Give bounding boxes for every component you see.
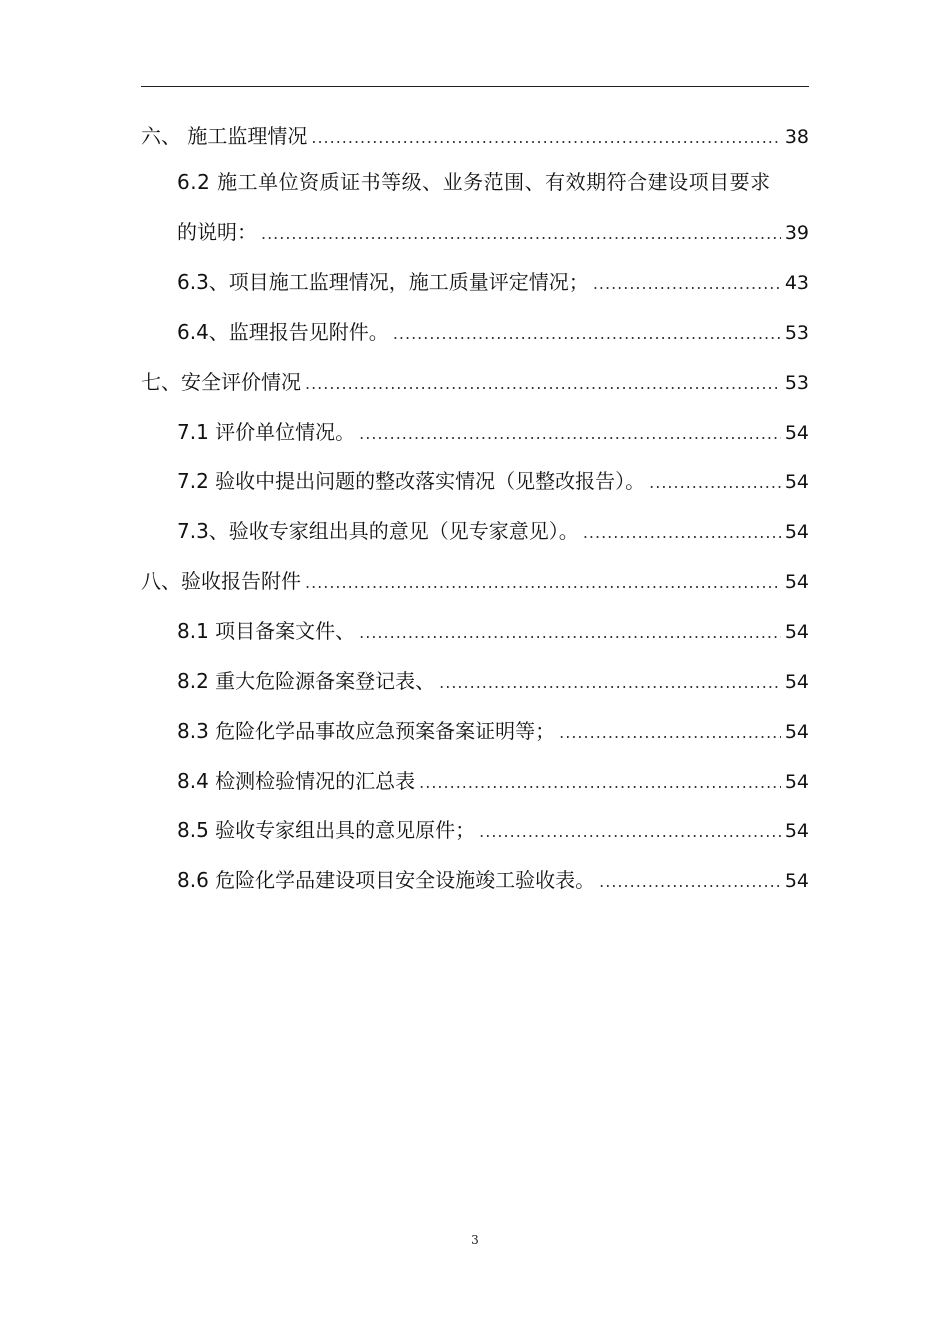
header-rule [141, 86, 809, 87]
toc-entry-label: 7.1 评价单位情况。 [177, 420, 356, 444]
toc-entry-section-6[interactable] [141, 122, 809, 152]
toc-entry-label: 8.4 检测检验情况的汇总表 [177, 769, 416, 793]
toc-entry-section-6-2-line1[interactable]: 6.2 施工单位资质证书等级、业务范围、有效期符合建设项目要求 [177, 170, 771, 194]
toc-entry-page: 53 [784, 372, 809, 394]
toc-entry-section-7-2[interactable] [177, 467, 809, 497]
toc-entry-section-8-1[interactable] [177, 617, 809, 647]
dot-leader [359, 619, 781, 647]
toc-entry-label: 八、验收报告附件 [141, 569, 301, 593]
dot-leader [649, 469, 781, 497]
toc-entry-section-8-6[interactable] [177, 866, 809, 896]
toc-entry-label: 6.3、项目施工监理情况，施工质量评定情况； [177, 270, 589, 294]
toc-entry-page: 54 [784, 471, 809, 493]
dot-leader [305, 370, 781, 398]
toc-entry-page: 54 [784, 721, 809, 743]
dot-leader [311, 124, 780, 152]
toc-entry-label: 六、 施工监理情况 [141, 124, 308, 148]
dot-leader [305, 569, 781, 597]
dot-leader [559, 719, 781, 747]
toc-entry-label: 6.4、监理报告见附件。 [177, 320, 389, 344]
dot-leader [393, 320, 781, 348]
toc-entry-section-8-3[interactable] [177, 717, 809, 747]
toc-entry-page: 43 [784, 272, 809, 294]
toc-entry-label: 7.3、验收专家组出具的意见（见专家意见）。 [177, 519, 579, 543]
dot-leader [583, 519, 781, 547]
toc-entry-section-7[interactable] [141, 368, 809, 398]
toc-entry-page: 54 [784, 521, 809, 543]
toc-entry-section-7-1[interactable] [177, 418, 809, 448]
toc-entry-section-8-2[interactable] [177, 667, 809, 697]
toc-entry-page: 54 [784, 621, 809, 643]
toc-entry-page: 54 [784, 571, 809, 593]
dot-leader [261, 220, 781, 248]
toc-entry-page: 54 [784, 422, 809, 444]
toc-entry-section-6-3[interactable] [177, 268, 809, 298]
dot-leader [479, 818, 781, 846]
toc-entry-label: 8.1 项目备案文件、 [177, 619, 356, 643]
toc-entry-section-8-5[interactable] [177, 816, 809, 846]
toc-entry-section-6-2[interactable] [177, 218, 809, 248]
toc-entry-page: 39 [784, 222, 809, 244]
toc-entry-label: 的说明： [177, 220, 257, 244]
dot-leader [359, 420, 781, 448]
dot-leader [593, 270, 781, 298]
toc-entry-section-7-3[interactable] [177, 517, 809, 547]
toc-entry-page: 54 [784, 771, 809, 793]
dot-leader [419, 769, 781, 797]
toc-entry-section-8-4[interactable] [177, 767, 809, 797]
dot-leader [599, 868, 781, 896]
toc-entry-label: 8.6 危险化学品建设项目安全设施竣工验收表。 [177, 868, 596, 892]
toc-entry-section-6-4[interactable] [177, 318, 809, 348]
toc-entry-page: 54 [784, 671, 809, 693]
toc-entry-label: 七、安全评价情况 [141, 370, 301, 394]
dot-leader [439, 669, 781, 697]
toc-entry-label: 8.2 重大危险源备案登记表、 [177, 669, 436, 693]
toc-entry-page: 53 [784, 322, 809, 344]
page-number: 3 [471, 1233, 479, 1247]
toc-entry-label: 8.3 危险化学品事故应急预案备案证明等； [177, 719, 556, 743]
toc-entry-page: 54 [784, 870, 809, 892]
toc-entry-section-8[interactable] [141, 567, 809, 597]
toc-entry-label: 7.2 验收中提出问题的整改落实情况（见整改报告）。 [177, 469, 646, 493]
toc-entry-page: 38 [784, 126, 809, 148]
toc-entry-page: 54 [784, 820, 809, 842]
toc-entry-label: 8.5 验收专家组出具的意见原件； [177, 818, 476, 842]
